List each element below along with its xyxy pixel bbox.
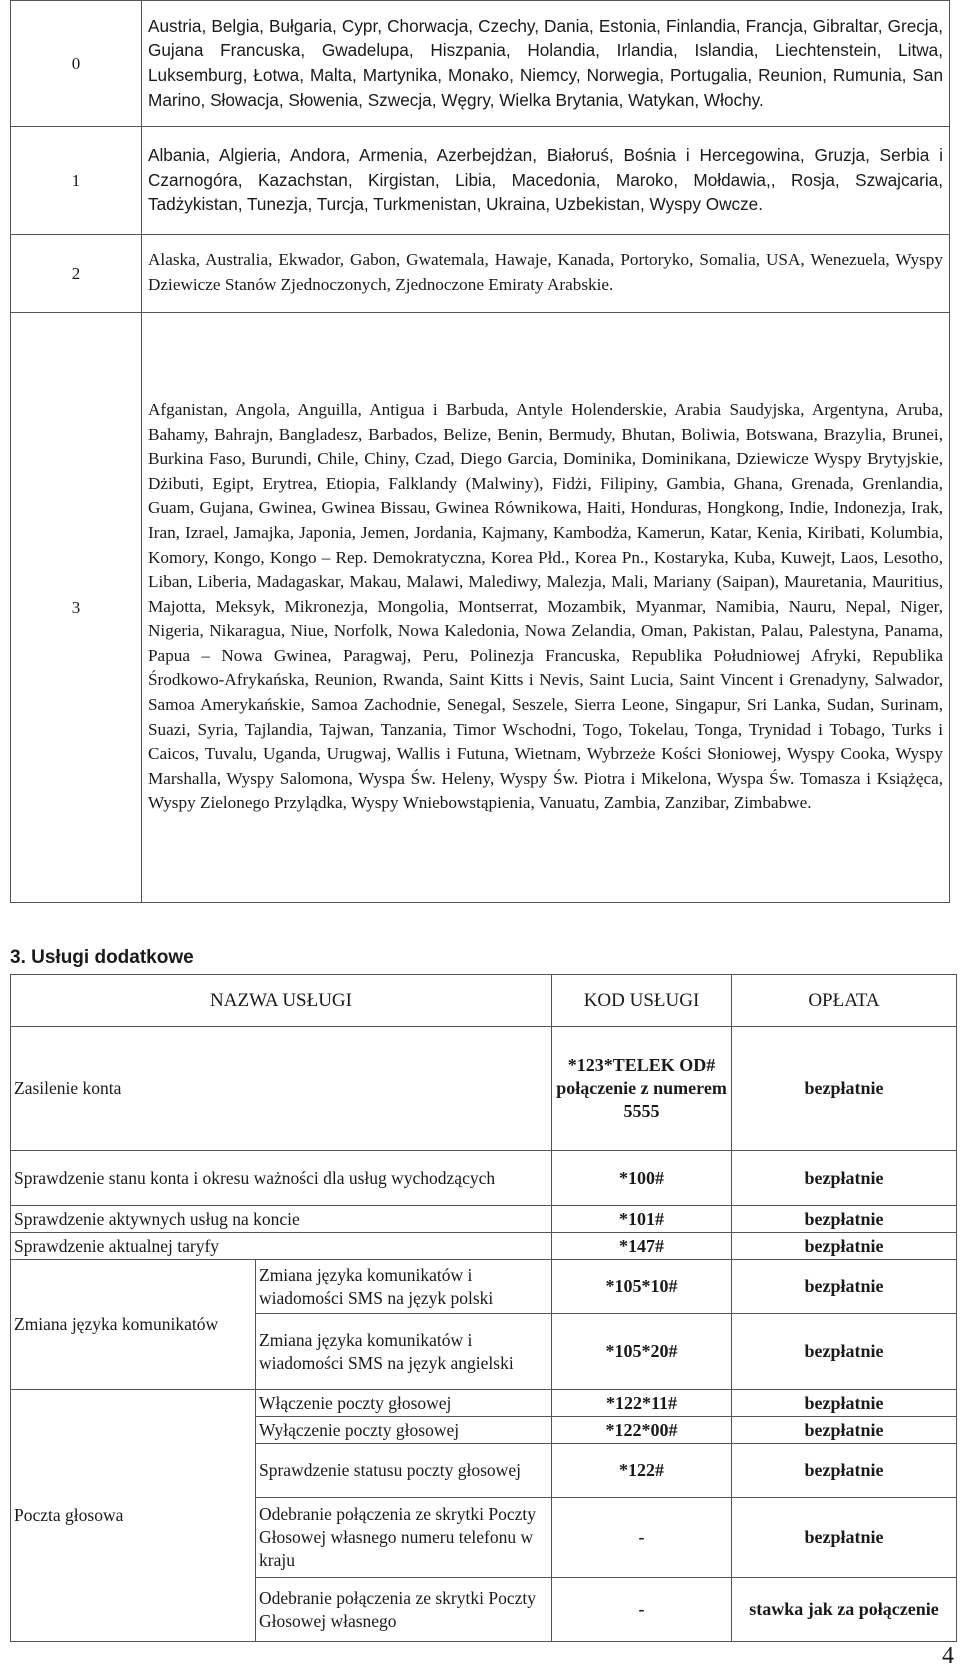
header-fee: OPŁATA [732, 975, 957, 1027]
zone-row [11, 235, 950, 313]
service-fee: bezpłatnie [732, 1260, 957, 1314]
group-voicemail: Poczta głosowa [11, 1390, 256, 1642]
zone-countries: Afganistan, Angola, Anguilla, Antigua i Barbuda, Antyle Holenderskie, Arabia Saudyjska, Argentyna, Aruba, Bahamy, Bahrajn, Bangladesz, Barbados, Belize, Benin, Bermudy, Bhutan, Boliwia, Botswana, Brazylia, Brunei, Burkina Faso, Burundi, Chile, Chiny, Czad, Diego Garcia, Dominika, Dominikana, Dziewicze Wyspy Brytyjskie, Dżibuti, Egipt, Erytrea, Etiopia, Falklandy (Malwiny), Fidżi, Filipiny, Gambia, Ghana, Grenada, Grenlandia, Guam, Gujana, Gwinea, Gwinea Bissau, Gwinea Równikowa, Haiti, Honduras, Hongkong, Indie, Indonezja, Irak, Iran, Izrael, Jamajka, Japonia, Jemen, Jordania, Kajmany, Kambodża, Kamerun, Katar, Kenia, Kiribati, Kolumbia, Komory, Kongo, Kongo – Rep. Demokratyczna, Korea Płd., Korea Pn., Kostaryka, Kuba, Kuwejt, Laos, Lesotho, Liban, Liberia, Madagaskar, Makau, Malawi, Malediwy, Malezja, Mali, Mariany (Saipan), Mauretania, Mauritius, Majotta, Meksyk, Mikronezja, Mongolia, Montserrat, Mozambik, Myanmar, Namibia, Nauru, Nepal, Niger, Nigeria, Nikaragua, Niue, Norfolk, Nowa Kaledonia, Nowa Zelandia, Oman, Pakistan, Palau, Palestyna, Panama, Papua – Nowa Gwinea, Paragwaj, Peru, Polinezja Francuska, Republika Południowej Afryki, Republika Środkowo-Afrykańska, Reunion, Rwanda, Saint Kitts i Nevis, Saint Lucia, Saint Vincent i Grenadyny, Salwador, Samoa Amerykańskie, Samoa Zachodnie, Senegal, Seszele, Sierra Leone, Singapur, Sri Lanka, Sudan, Surinam, Suazi, Syria, Tajlandia, Tajwan, Tanzania, Timor Wschodni, Togo, Tokelau, Tonga, Trynidad i Tobago, Turks i Caicos, Tuvalu, Uganda, Urugwaj, Wallis i Futuna, Wietnam, Wybrzeże Kości Słoniowej, Wyspy Cooka, Wyspy Marshalla, Wyspy Salomona, Wyspa Św. Heleny, Wyspy Św. Piotra i Mikelona, Wyspa Św. Tomasza i Książęca, Wyspy Zielonego Przylądka, Wyspy Wniebowstąpienia, Vanuatu, Zambia, Zanzibar, Zimbabwe. [142, 313, 950, 903]
zone-countries: Austria, Belgia, Bułgaria, Cypr, Chorwacja, Czechy, Dania, Estonia, Finlandia, Francja, Gibraltar, Grecja, Gujana Francuska, Gwadelupa, Hiszpania, Holandia, Irlandia, Islandia, Liechtenstein, Litwa, Luksemburg, Łotwa, Malta, Martynika, Monako, Niemcy, Norwegia, Portugalia, Reunion, Rumunia, San Marino, Słowacja, Słowenia, Szwecja, Węgry, Wielka Brytania, Watykan, Włochy. [142, 1, 950, 127]
service-name: Sprawdzenie aktualnej taryfy [11, 1233, 552, 1260]
service-name: Sprawdzenie statusu poczty głosowej [256, 1444, 552, 1498]
service-code: *100# [552, 1151, 732, 1206]
service-name: Odebranie połączenia ze skrytki Poczty Głosowej własnego [256, 1578, 552, 1642]
service-fee: bezpłatnie [732, 1314, 957, 1390]
header-name: NAZWA USŁUGI [11, 975, 552, 1027]
service-code: *122*00# [552, 1417, 732, 1444]
service-name: Sprawdzenie stanu konta i okresu ważności dla usług wychodzących [11, 1151, 552, 1206]
zone-number: 0 [11, 1, 142, 127]
service-row-tariff [11, 1233, 957, 1260]
zone-row [11, 127, 950, 235]
page-number: 4 [942, 1643, 954, 1669]
service-fee: bezpłatnie [732, 1027, 957, 1151]
services-header-row [11, 975, 957, 1027]
zone-countries: Alaska, Australia, Ekwador, Gabon, Gwatemala, Hawaje, Kanada, Portoryko, Somalia, USA, Wenezuela, Wyspy Dziewicze Stanów Zjednoczonych, Zjednoczone Emiraty Arabskie. [142, 235, 950, 313]
service-name: Włączenie poczty głosowej [256, 1390, 552, 1417]
zone-number: 2 [11, 235, 142, 313]
service-code: - [552, 1498, 732, 1578]
service-name: Wyłączenie poczty głosowej [256, 1417, 552, 1444]
service-code: *123*TELEK OD# połączenie z numerem 5555 [552, 1027, 732, 1151]
service-name: Zasilenie konta [11, 1027, 552, 1151]
zone-countries: Albania, Algieria, Andora, Armenia, Azerbejdżan, Białoruś, Bośnia i Hercegowina, Gruzja, Serbia i Czarnogóra, Kazachstan, Kirgistan, Libia, Macedonia, Maroko, Mołdawia,, Rosja, Szwajcaria, Tadżykistan, Tunezja, Turcja, Turkmenistan, Ukraina, Uzbekistan, Wyspy Owcze. [142, 127, 950, 235]
service-code: *101# [552, 1206, 732, 1233]
service-fee: bezpłatnie [732, 1498, 957, 1578]
service-fee: stawka jak za połączenie [732, 1578, 957, 1642]
zone-number: 3 [11, 313, 142, 903]
header-code: KOD USŁUGI [552, 975, 732, 1027]
service-code: - [552, 1578, 732, 1642]
service-fee: bezpłatnie [732, 1390, 957, 1417]
services-table [10, 974, 957, 1642]
service-code: *147# [552, 1233, 732, 1260]
zone-number: 1 [11, 127, 142, 235]
service-fee: bezpłatnie [732, 1444, 957, 1498]
service-name: Odebranie połączenia ze skrytki Poczty Głosowej własnego numeru telefonu w kraju [256, 1498, 552, 1578]
service-fee: bezpłatnie [732, 1151, 957, 1206]
service-fee: bezpłatnie [732, 1206, 957, 1233]
service-fee: bezpłatnie [732, 1417, 957, 1444]
service-fee: bezpłatnie [732, 1233, 957, 1260]
service-name: Sprawdzenie aktywnych usług na koncie [11, 1206, 552, 1233]
zone-row [11, 1, 950, 127]
service-code: *122*11# [552, 1390, 732, 1417]
service-row-vm-on [11, 1390, 957, 1417]
service-name: Zmiana języka komunikatów i wiadomości SMS na język angielski [256, 1314, 552, 1390]
zone-row [11, 313, 950, 903]
service-name: Zmiana języka komunikatów i wiadomości SMS na język polski [256, 1260, 552, 1314]
group-language: Zmiana języka komunikatów [11, 1260, 256, 1390]
service-row-lang-pl [11, 1260, 957, 1314]
section-title: 3. Usługi dodatkowe [10, 947, 194, 968]
service-row-balance [11, 1151, 957, 1206]
service-code: *122# [552, 1444, 732, 1498]
service-row-topup [11, 1027, 957, 1151]
zones-table [10, 0, 950, 903]
service-code: *105*20# [552, 1314, 732, 1390]
service-code: *105*10# [552, 1260, 732, 1314]
service-row-active [11, 1206, 957, 1233]
